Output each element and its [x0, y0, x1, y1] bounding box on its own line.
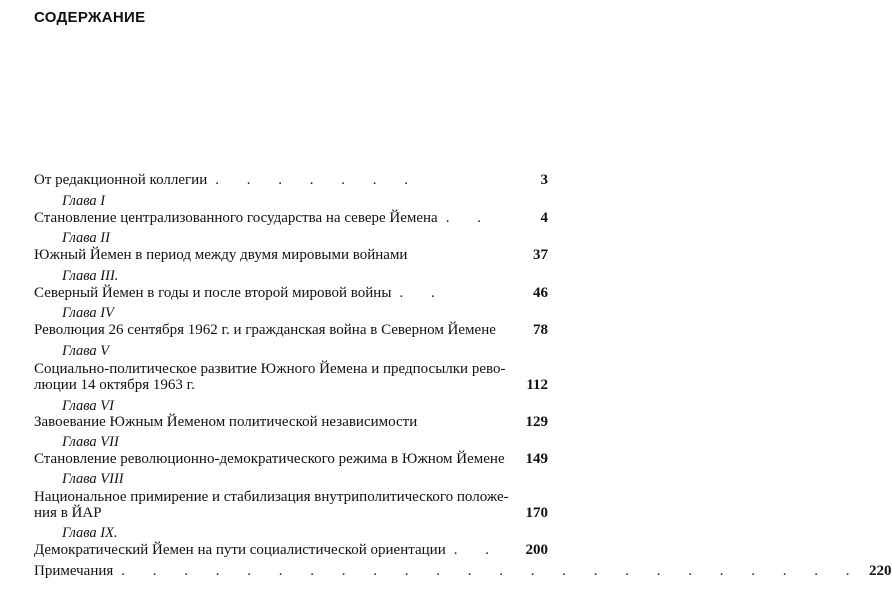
toc-entry-title: Становление революционно-демократического режима в Южном Йемене [34, 451, 505, 467]
chapter-label: Глава IX. [62, 525, 118, 541]
toc-entry[interactable] [34, 210, 548, 226]
toc-page-number: 112 [526, 377, 548, 393]
chapter-label: Глава VII [62, 434, 119, 450]
toc-page-number: 220 [869, 563, 892, 579]
chapter-label: Глава III. [62, 268, 119, 284]
toc-entry[interactable] [34, 361, 548, 393]
toc-page-number: 200 [525, 542, 548, 558]
chapter-label: Глава V [62, 343, 110, 359]
dot-leader: . . . . . . . [215, 172, 420, 188]
toc-entry-line2 [34, 377, 548, 393]
toc-page-number: 4 [540, 210, 548, 226]
toc-entry[interactable] [34, 247, 548, 263]
toc-page-number: 37 [533, 247, 548, 263]
toc-page-number: 78 [533, 322, 548, 338]
toc-entry[interactable] [34, 285, 548, 301]
chapter-label: Глава VIII [62, 471, 124, 487]
toc-entry[interactable] [34, 489, 548, 521]
toc-entry-title-line1: Социально-политическое развитие Южного Йемена и предпосылки рево- [34, 361, 506, 377]
toc-entry[interactable] [34, 542, 548, 558]
toc-entry-title-line2: ния в ЙАР [34, 505, 102, 521]
toc-page-number: 46 [533, 285, 548, 301]
dot-leader: . . [445, 210, 493, 226]
toc-entry-line2 [34, 505, 548, 521]
toc-entry-title: Демократический Йемен на пути социалистической ориентации [34, 542, 446, 558]
toc-entry-title: Примечания [34, 563, 114, 579]
dot-leader: . . [453, 542, 501, 558]
toc-page-number: 149 [525, 451, 548, 467]
toc-entry-title: Революция 26 сентября 1962 г. и гражданская война в Северном Йемене [34, 322, 496, 338]
toc-entry[interactable] [34, 414, 548, 430]
chapter-label: Глава II [62, 230, 110, 246]
chapter-label: Глава I [62, 193, 106, 209]
chapter-label: Глава VI [62, 398, 114, 414]
toc-entry-title: Завоевание Южным Йеменом политической независимости [34, 414, 418, 430]
toc-entry[interactable] [34, 563, 892, 579]
toc-entry[interactable] [34, 172, 548, 188]
dot-leader: . . . . . . . . . . . . . . . . . . . . . . . . [121, 563, 862, 579]
toc-entry[interactable] [34, 322, 548, 338]
toc-entry[interactable] [34, 451, 548, 467]
toc-entry-title-line1: Национальное примирение и стабилизация внутриполитического положе- [34, 489, 509, 505]
toc-page-number: 129 [525, 414, 548, 430]
toc-page-number: 170 [525, 505, 548, 521]
toc-entry-title-line2: люции 14 октября 1963 г. [34, 377, 195, 393]
toc-entry-title: Становление централизованного государства на севере Йемена [34, 210, 438, 226]
page-title: СОДЕРЖАНИЕ [34, 9, 146, 26]
toc-page-number: 3 [540, 172, 548, 188]
toc-entry-title: Южный Йемен в период между двумя мировыми войнами [34, 247, 408, 263]
toc-entry-title: Северный Йемен в годы и после второй мировой войны [34, 285, 392, 301]
toc-entry-title: От редакционной коллегии [34, 172, 208, 188]
chapter-label: Глава IV [62, 305, 114, 321]
dot-leader: . . [399, 285, 447, 301]
